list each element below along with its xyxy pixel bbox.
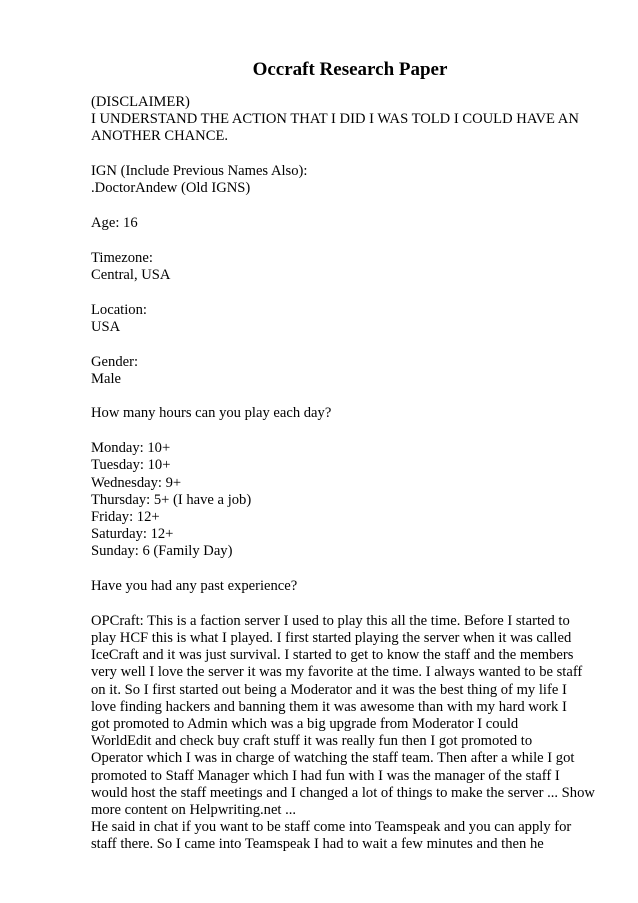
location-label: Location: [91, 301, 147, 318]
ign-value: .DoctorAndew (Old IGNS) [91, 180, 251, 197]
timezone-value: Central, USA [91, 266, 171, 283]
hours-question: How many hours can you play each day? [91, 405, 332, 422]
timezone-label: Timezone: [91, 249, 153, 266]
experience-line: OPCraft: This is a faction server I used to play this all the time. Before I started to [91, 612, 570, 629]
document-page [91, 58, 601, 854]
gender-value: Male [91, 370, 121, 387]
gender-label: Gender: [91, 353, 139, 370]
age-line: Age: 16 [91, 215, 138, 232]
ign-label: IGN (Include Previous Names Also): [91, 163, 308, 180]
hours-wednesday: Wednesday: 9+ [91, 474, 182, 491]
experience-body [91, 613, 601, 854]
experience-line: promoted to Staff Manager which I had fun with I was the manager of the staff I [91, 767, 560, 784]
experience-line: WorldEdit and check buy craft stuff it was really fun then I got promoted to [91, 733, 533, 750]
hours-monday: Monday: 10+ [91, 440, 171, 457]
hours-thursday: Thursday: 5+ (I have a job) [91, 491, 252, 508]
experience-line: love finding hackers and banning them it was awesome than with my hard work I [91, 698, 567, 715]
document-title: Occraft Research Paper [252, 59, 448, 80]
location-value: USA [91, 318, 121, 335]
experience-line: staff there. So I came into Teamspeak I had to wait a few minutes and then he [91, 836, 544, 853]
experience-line: very well I love the server it was my favorite at the time. I always wanted to be staff [91, 664, 583, 681]
hours-tuesday: Tuesday: 10+ [91, 457, 171, 474]
experience-line: would host the staff meetings and I changed a lot of things to make the server ... Show [91, 784, 595, 801]
experience-line: He said in chat if you want to be staff come into Teamspeak and you can apply for [91, 819, 572, 836]
disclaimer-line-1: I UNDERSTAND THE ACTION THAT I DID I WAS TOLD I COULD HAVE AN [91, 111, 579, 128]
experience-line: more content on Helpwriting.net ... [91, 802, 297, 818]
experience-line: got promoted to Admin which was a big upgrade from Moderator I could [91, 715, 519, 732]
hours-friday: Friday: 12+ [91, 508, 160, 525]
experience-line: play HCF this is what I played. I first started playing the server when it was called [91, 629, 572, 646]
experience-line: IceCraft and it was just survival. I started to get to know the staff and the members [91, 647, 574, 664]
disclaimer-heading: (DISCLAIMER) [91, 94, 190, 110]
experience-line: Operator which I was in charge of watching the staff team. Then after a while I got [91, 750, 575, 767]
experience-question: Have you had any past experience? [91, 578, 298, 595]
hours-sunday: Sunday: 6 (Family Day) [91, 543, 233, 560]
disclaimer-line-2: ANOTHER CHANCE. [91, 128, 229, 145]
hours-saturday: Saturday: 12+ [91, 526, 174, 543]
experience-line: on it. So I first started out being a Moderator and it was the best thing of my life I [91, 681, 567, 698]
